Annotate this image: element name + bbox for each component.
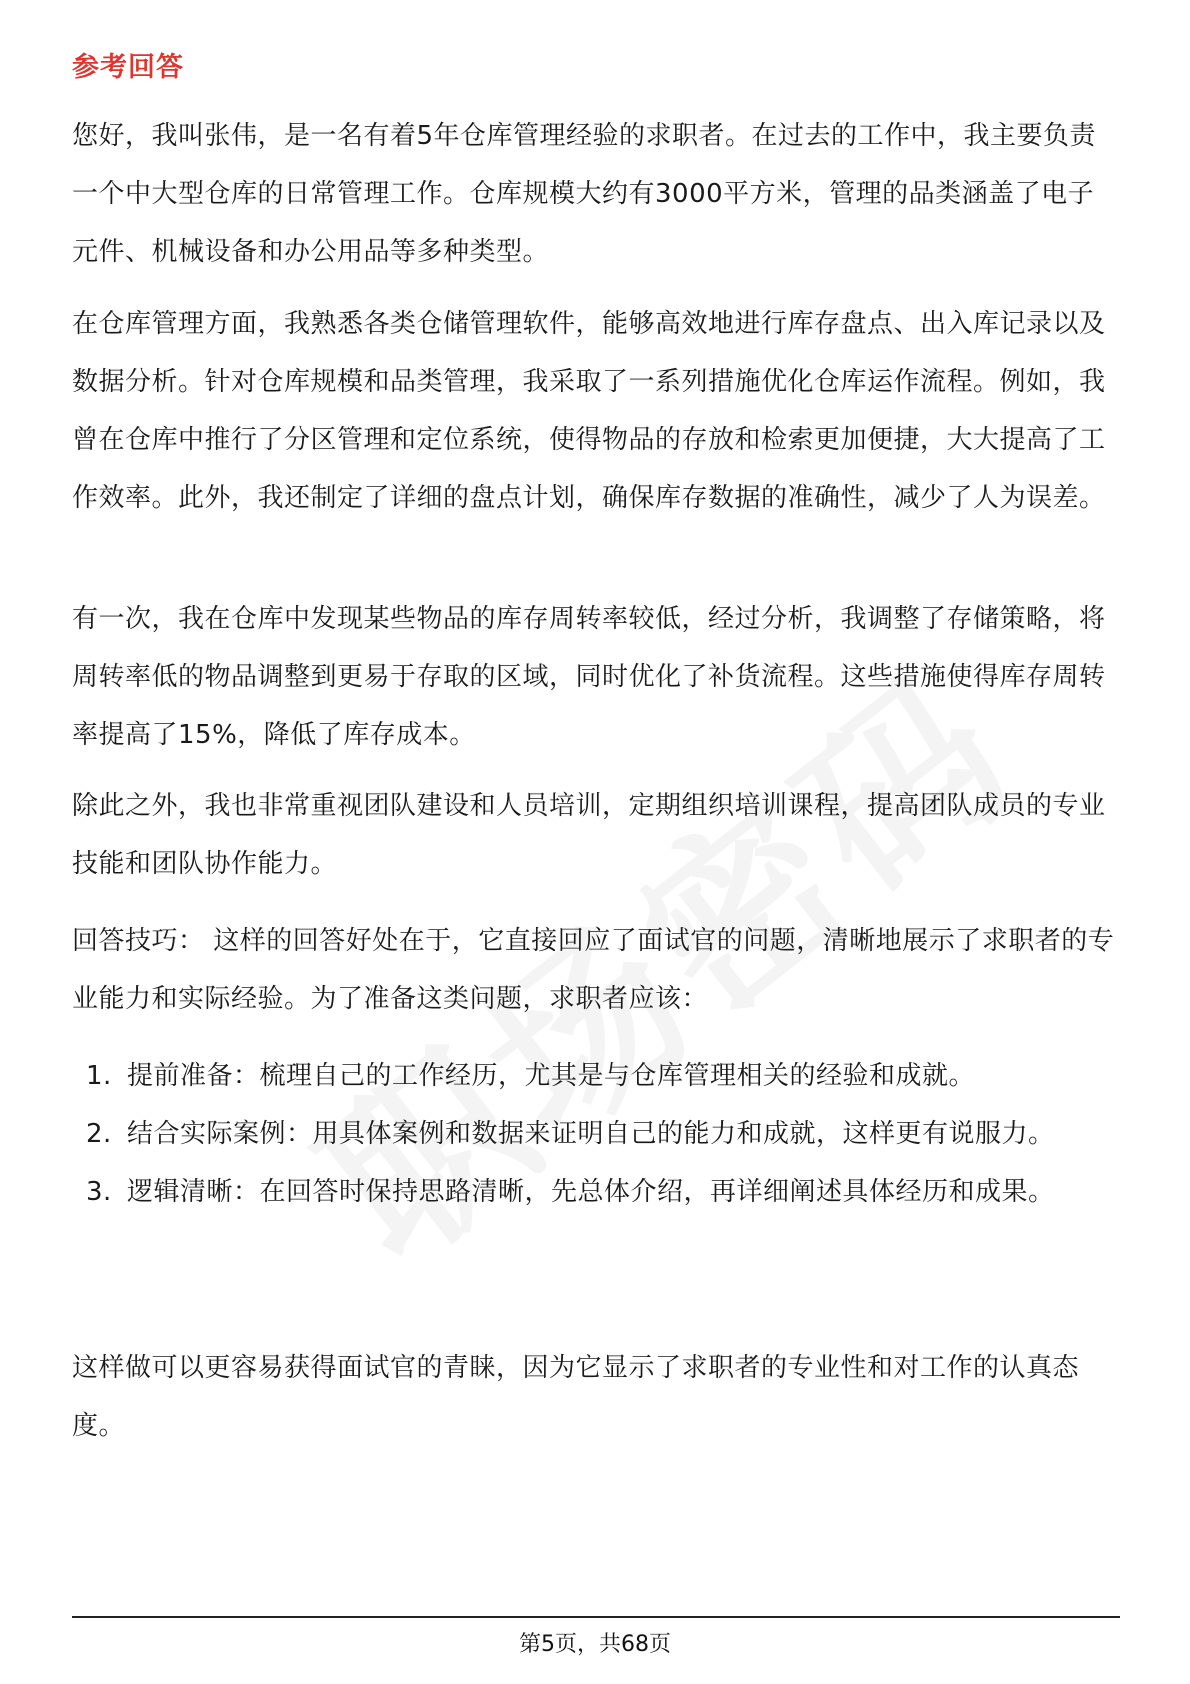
- list-item: [72, 1163, 1120, 1221]
- paragraph-example: 有一次，我在仓库中发现某些物品的库存周转率较低，经过分析，我调整了存储策略，将周转率低的物品调整到更易于存取的区域，同时优化了补货流程。这些措施使得库存周转率提高了15%，降低了库存成本。: [72, 604, 1106, 750]
- paragraph-intro: 您好，我叫张伟，是一名有着5年仓库管理经验的求职者。在过去的工作中，我主要负责一个中大型仓库的日常管理工作。仓库规模大约有3000平方米，管理的品类涵盖了电子元件、机械设备和办公用品等多种类型。: [72, 121, 1097, 267]
- paragraph-management: 在仓库管理方面，我熟悉各类仓储管理软件，能够高效地进行库存盘点、出入库记录以及数据分析。针对仓库规模和品类管理，我采取了一系列措施优化仓库运作流程。例如，我曾在仓库中推行了分区管理和定位系统，使得物品的存放和检索更加便捷，大大提高了工作效率。此外，我还制定了详细的盘点计划，确保库存数据的准确性，减少了人为误差。: [72, 309, 1106, 513]
- paragraph-tips: 回答技巧： 这样的回答好处在于，它直接回应了面试官的问题，清晰地展示了求职者的专业能力和实际经验。为了准备这类问题，求职者应该：: [72, 926, 1115, 1014]
- section-heading: 参考回答: [72, 52, 184, 83]
- list-item: [72, 1105, 1120, 1163]
- list-item: [72, 1047, 1120, 1105]
- list-number: 3.: [86, 1177, 112, 1207]
- list-number: 2.: [86, 1119, 112, 1149]
- list-number: 1.: [86, 1061, 112, 1091]
- list-text: 提前准备：梳理自己的工作经历，尤其是与仓库管理相关的经验和成就。: [127, 1061, 976, 1091]
- list-text: 逻辑清晰：在回答时保持思路清晰，先总体介绍，再详细阐述具体经历和成果。: [127, 1177, 1055, 1207]
- footer-divider: [72, 1616, 1120, 1618]
- page-number: 第5页，共68页: [519, 1632, 671, 1657]
- tips-list: [72, 1047, 1120, 1221]
- paragraph-closing: 这样做可以更容易获得面试官的青睐，因为它显示了求职者的专业性和对工作的认真态度。: [72, 1353, 1080, 1441]
- list-text: 结合实际案例：用具体案例和数据来证明自己的能力和成就，这样更有说服力。: [127, 1119, 1055, 1149]
- paragraph-team: 除此之外，我也非常重视团队建设和人员培训，定期组织培训课程，提高团队成员的专业技能和团队协作能力。: [72, 791, 1106, 879]
